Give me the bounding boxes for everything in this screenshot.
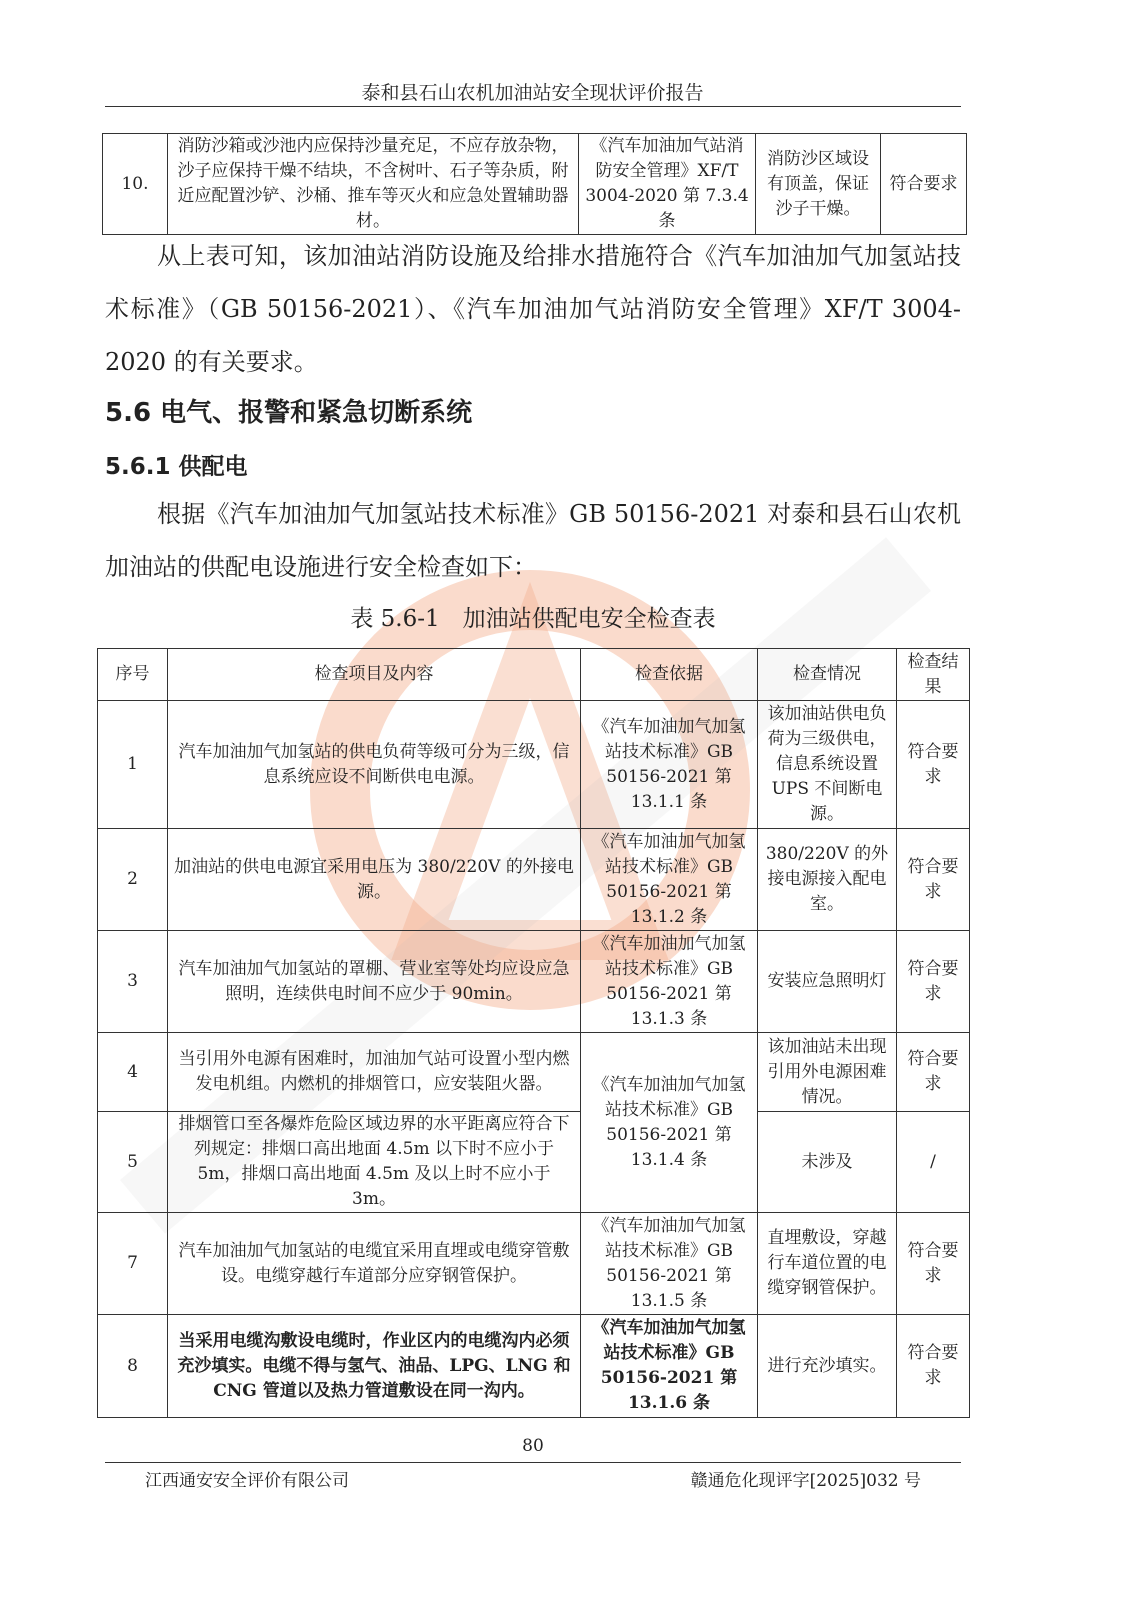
cell-no: 7 bbox=[98, 1213, 168, 1315]
cell-item: 排烟管口至各爆炸危险区域边界的水平距离应符合下列规定：排烟口高出地面 4.5m 以下时不应小于 5m，排烟口高出地面 4.5m 及以上时不应小于 3m。 bbox=[168, 1112, 581, 1213]
table-row bbox=[98, 829, 970, 931]
header-rule bbox=[105, 106, 961, 107]
header-basis: 检查依据 bbox=[581, 649, 758, 701]
cell-result: 符合要求 bbox=[881, 134, 967, 235]
cell-item: 汽车加油加气加氢站的电缆宜采用直埋或电缆穿管敷设。电缆穿越行车道部分应穿钢管保护。 bbox=[168, 1213, 581, 1315]
cell-basis: 《汽车加油加气加氢站技术标准》GB 50156-2021 第 13.1.1 条 bbox=[581, 701, 758, 829]
cell-result: 符合要求 bbox=[897, 829, 970, 931]
table-row bbox=[98, 1033, 970, 1112]
footer-company: 江西通安安全评价有限公司 bbox=[145, 1471, 349, 1491]
cell-situation: 未涉及 bbox=[758, 1112, 897, 1213]
cell-situation: 消防沙区域设有顶盖，保证沙子干燥。 bbox=[756, 134, 881, 235]
power-supply-check-table bbox=[97, 648, 970, 1418]
cell-no: 8 bbox=[98, 1315, 168, 1418]
cell-result: / bbox=[897, 1112, 970, 1213]
table-row bbox=[98, 1213, 970, 1315]
header-result: 检查结果 bbox=[897, 649, 970, 701]
cell-no: 4 bbox=[98, 1033, 168, 1112]
cell-basis: 《汽车加油加气加氢站技术标准》GB 50156-2021 第 13.1.6 条 bbox=[581, 1315, 758, 1418]
cell-basis: 《汽车加油加气加氢站技术标准》GB 50156-2021 第 13.1.4 条 bbox=[581, 1033, 758, 1213]
cell-basis: 《汽车加油加气站消防安全管理》XF/T 3004-2020 第 7.3.4 条 bbox=[579, 134, 756, 235]
cell-no: 10. bbox=[103, 134, 168, 235]
cell-item: 当采用电缆沟敷设电缆时，作业区内的电缆沟内必须充沙填实。电缆不得与氢气、油品、LPG、LNG 和 CNG 管道以及热力管道敷设在同一沟内。 bbox=[168, 1315, 581, 1418]
cell-no: 3 bbox=[98, 931, 168, 1033]
cell-item: 汽车加油加气加氢站的罩棚、营业室等处均应设应急照明，连续供电时间不应少于 90min。 bbox=[168, 931, 581, 1033]
cell-basis: 《汽车加油加气加氢站技术标准》GB 50156-2021 第 13.1.3 条 bbox=[581, 931, 758, 1033]
header-situation: 检查情况 bbox=[758, 649, 897, 701]
cell-item: 汽车加油加气加氢站的供电负荷等级可分为三级，信息系统应设不间断供电电源。 bbox=[168, 701, 581, 829]
paragraph-1: 从上表可知，该加油站消防设施及给排水措施符合《汽车加油加气加氢站技术标准》（GB 50156-2021）、《汽车加油加气站消防安全管理》XF/T 3004-2020 的有关要求。 bbox=[105, 242, 961, 376]
cell-item: 当引用外电源有困难时，加油加气站可设置小型内燃发电机组。内燃机的排烟管口，应安装阻火器。 bbox=[168, 1033, 581, 1112]
table-row bbox=[98, 931, 970, 1033]
cell-situation: 进行充沙填实。 bbox=[758, 1315, 897, 1418]
section-heading: 5.6 电气、报警和紧急切断系统 bbox=[105, 398, 473, 428]
header-item: 检查项目及内容 bbox=[168, 649, 581, 701]
page-number: 80 bbox=[522, 1436, 544, 1456]
header-no: 序号 bbox=[98, 649, 168, 701]
table-header-row bbox=[98, 649, 970, 701]
prev-table bbox=[102, 133, 967, 235]
cell-result: 符合要求 bbox=[897, 1033, 970, 1112]
cell-item: 消防沙箱或沙池内应保持沙量充足，不应存放杂物，沙子应保持干燥不结块，不含树叶、石子等杂质，附近应配置沙铲、沙桶、推车等灭火和应急处置辅助器材。 bbox=[168, 134, 579, 235]
cell-situation: 380/220V 的外接电源接入配电室。 bbox=[758, 829, 897, 931]
cell-basis: 《汽车加油加气加氢站技术标准》GB 50156-2021 第 13.1.5 条 bbox=[581, 1213, 758, 1315]
cell-result: 符合要求 bbox=[897, 1213, 970, 1315]
cell-no: 5 bbox=[98, 1112, 168, 1213]
cell-situation: 该加油站未出现引用外电源困难情况。 bbox=[758, 1033, 897, 1112]
cell-item: 加油站的供电电源宜采用电压为 380/220V 的外接电源。 bbox=[168, 829, 581, 931]
table-row bbox=[98, 701, 970, 829]
table-row bbox=[98, 1112, 970, 1213]
cell-result: 符合要求 bbox=[897, 701, 970, 829]
table-caption: 表 5.6-1 加油站供配电安全检查表 bbox=[350, 606, 716, 632]
cell-situation: 直埋敷设，穿越行车道位置的电缆穿钢管保护。 bbox=[758, 1213, 897, 1315]
footer-rule bbox=[105, 1462, 961, 1463]
table-row bbox=[103, 134, 967, 235]
page-header: 泰和县石山农机加油站安全现状评价报告 bbox=[361, 82, 704, 104]
table-row bbox=[98, 1315, 970, 1418]
cell-no: 2 bbox=[98, 829, 168, 931]
cell-situation: 该加油站供电负荷为三级供电，信息系统设置 UPS 不间断电源。 bbox=[758, 701, 897, 829]
cell-result: 符合要求 bbox=[897, 931, 970, 1033]
paragraph-2: 根据《汽车加油加气加氢站技术标准》GB 50156-2021 对泰和县石山农机加油站的供配电设施进行安全检查如下： bbox=[105, 500, 961, 581]
subsection-heading: 5.6.1 供配电 bbox=[105, 454, 248, 480]
footer-doc-number: 赣通危化现评字[2025]032 号 bbox=[690, 1471, 921, 1491]
cell-situation: 安装应急照明灯 bbox=[758, 931, 897, 1033]
cell-no: 1 bbox=[98, 701, 168, 829]
cell-basis: 《汽车加油加气加氢站技术标准》GB 50156-2021 第 13.1.2 条 bbox=[581, 829, 758, 931]
cell-result: 符合要求 bbox=[897, 1315, 970, 1418]
